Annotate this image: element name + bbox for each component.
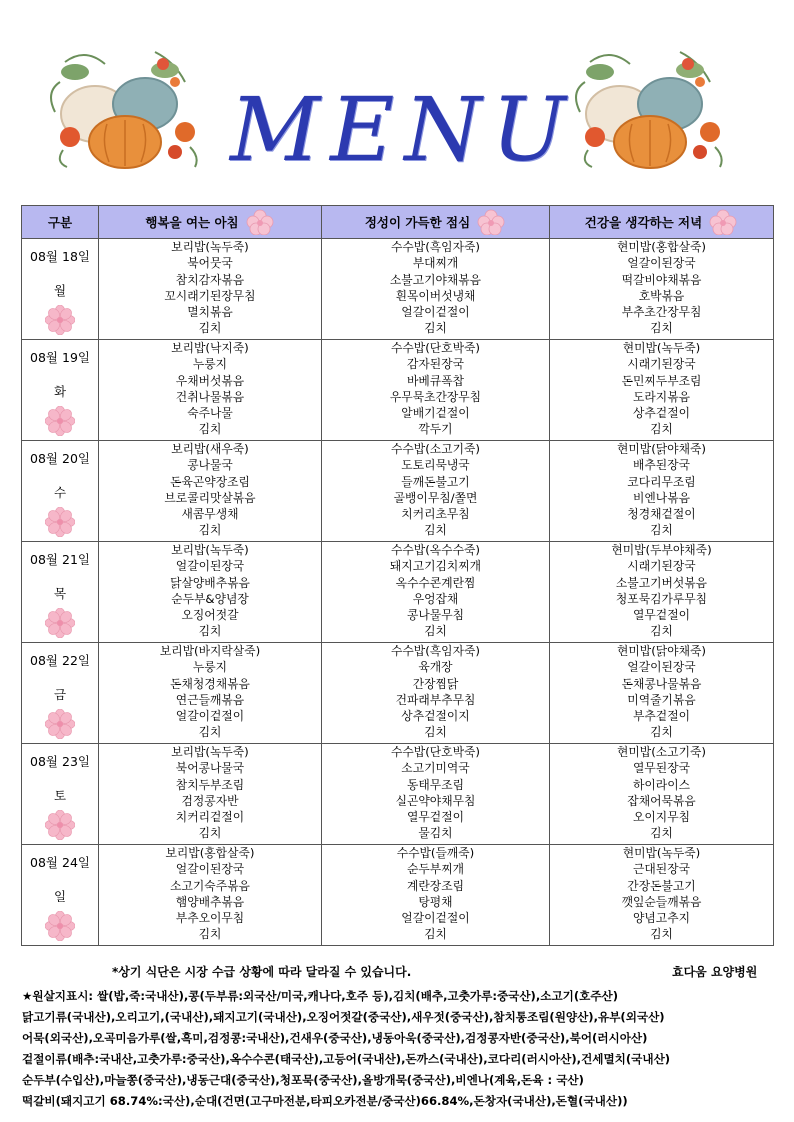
menu-item: 부추오이무침: [175, 911, 245, 926]
column-header-lunch: 정성이 가득한 점심: [322, 206, 550, 239]
menu-item: 현미밥(녹두죽): [622, 846, 701, 860]
day-cell: [22, 239, 99, 340]
menu-item: 김치: [424, 321, 447, 336]
origin-labeling: [22, 986, 782, 1112]
day-weekday: 화: [53, 384, 67, 399]
breakfast-cell: [99, 744, 322, 845]
flower-icon: [245, 209, 275, 235]
menu-item: 돈채청경채볶음: [170, 676, 250, 691]
menu-item: 현미밥(닭야채죽): [617, 644, 706, 658]
menu-item: 북어콩나물국: [175, 761, 245, 776]
menu-item: 김치: [650, 422, 673, 437]
menu-item: 수수밥(소고기죽): [391, 442, 480, 456]
menu-item: 깻잎순들깨볶음: [621, 894, 702, 909]
dinner-cell: [550, 239, 774, 340]
menu-item: 돈육곤약장조림: [170, 474, 250, 489]
menu-item: 김치: [198, 927, 222, 942]
menu-item: 보리밥(낙지죽): [171, 341, 249, 355]
menu-item: 코다리무조림: [627, 474, 696, 489]
menu-item: 간장돈불고기: [627, 878, 696, 893]
menu-item: 김치: [424, 523, 447, 538]
menu-item: 오징어젓갈: [181, 608, 239, 623]
menu-item: 햄양배추볶음: [175, 894, 245, 909]
menu-item: 보리밥(바지락살죽): [159, 644, 261, 658]
menu-item: 상추겉절이지: [401, 709, 470, 724]
lunch-cell: [322, 239, 550, 340]
pink-flower-icon: [45, 406, 75, 436]
lunch-cell: [322, 643, 550, 744]
menu-item: 수수밥(단호박죽): [391, 341, 480, 355]
menu-item: 상추겉절이: [633, 406, 690, 421]
table-row: [22, 340, 774, 441]
day-cell: [22, 542, 99, 643]
menu-item: 시래기된장국: [627, 357, 696, 372]
menu-item: 치커리초무침: [401, 507, 470, 522]
origin-line: 떡갈비(돼지고기 68.74%:국산),순대(건면(고구마전분,타피오카전분/중국산)66.84%,돈창자(국내산),돈혈(국내산)): [22, 1094, 628, 1108]
menu-item: 물김치: [418, 826, 453, 841]
menu-item: 얼갈이된장국: [175, 559, 245, 574]
day-date: 08월 22일: [30, 653, 90, 668]
menu-item: 비엔나볶음: [633, 490, 690, 505]
day-date: 08월 18일: [30, 249, 90, 264]
day-weekday: 월: [53, 283, 67, 298]
page-header: [0, 0, 794, 200]
menu-item: 김치: [198, 725, 222, 740]
flower-icon: [708, 209, 738, 235]
day-date: 08월 24일: [30, 855, 90, 870]
menu-item: 북어뭇국: [187, 256, 233, 271]
menu-item: 김치: [198, 624, 222, 639]
column-header-dinner: 건강을 생각하는 저녁: [550, 206, 774, 239]
dinner-cell: [550, 340, 774, 441]
column-header-day: 구분: [22, 206, 99, 239]
menu-item: 돈채콩나물볶음: [621, 676, 702, 691]
weekly-menu-table: [21, 205, 774, 946]
menu-item: 감자된장국: [407, 357, 464, 372]
menu-item: 김치: [650, 927, 673, 942]
day-weekday: 토: [53, 788, 67, 803]
menu-item: 닭살양배추볶음: [170, 575, 250, 590]
menu-item: 골뱅이무침/쫄면: [393, 490, 478, 505]
dinner-cell: [550, 643, 774, 744]
menu-item: 청경채겉절이: [627, 507, 696, 522]
menu-item: 김치: [198, 321, 222, 336]
table-row: [22, 441, 774, 542]
menu-item: 누룽지: [192, 357, 228, 372]
origin-line: 순두부(수입산),마늘쫑(중국산),냉동근대(중국산),청포묵(중국산),올방개묵(중국산),비엔나(계육,돈육 : 국산): [22, 1073, 584, 1087]
menu-item: 검정콩자반: [181, 793, 239, 808]
menu-item: 부추겉절이: [633, 709, 690, 724]
menu-item: 얼갈이된장국: [175, 862, 245, 877]
day-cell: [22, 845, 99, 946]
menu-item: 돼지고기김치찌개: [389, 559, 482, 574]
menu-item: 계란장조림: [407, 878, 464, 893]
menu-item: 누룽지: [192, 660, 228, 675]
menu-item: 옥수수콘계란찜: [395, 575, 476, 590]
menu-item: 소고기미역국: [401, 761, 470, 776]
pink-flower-icon: [45, 911, 75, 941]
breakfast-cell: [99, 340, 322, 441]
menu-item: 우무묵초간장무침: [389, 389, 482, 404]
menu-item: 김치: [198, 422, 222, 437]
menu-item: 양념고추지: [633, 911, 690, 926]
menu-item: 떡갈비야채볶음: [621, 272, 702, 287]
breakfast-cell: [99, 845, 322, 946]
breakfast-cell: [99, 542, 322, 643]
menu-item: 연근들깨볶음: [175, 692, 245, 707]
day-cell: [22, 643, 99, 744]
menu-item: 열무겉절이: [407, 810, 464, 825]
menu-item: 현미밥(홍합살죽): [617, 240, 706, 254]
menu-item: 얼갈이겉절이: [175, 709, 245, 724]
menu-item: 참치감자볶음: [175, 272, 245, 287]
day-weekday: 수: [53, 485, 67, 500]
menu-item: 현미밥(두부야채죽): [611, 543, 712, 557]
menu-item: 호박볶음: [638, 288, 685, 303]
dinner-cell: [550, 744, 774, 845]
dinner-cell: [550, 441, 774, 542]
menu-item: 미역줄기볶음: [627, 692, 696, 707]
menu-item: 보리밥(녹두죽): [171, 745, 249, 759]
flower-icon: [476, 209, 506, 235]
origin-line: 어묵(외국산),오곡미음가루(쌀,흑미,검정콩:국내산),건새우(중국산),냉동아욱(중국산),검정콩자반(중국산),북어(러시아산): [22, 1031, 648, 1045]
menu-item: 부추초간장무침: [621, 305, 702, 320]
lunch-cell: [322, 744, 550, 845]
pumpkin-bouquet-illustration: [570, 42, 730, 172]
menu-item: 김치: [650, 624, 673, 639]
menu-item: 깍두기: [418, 422, 453, 437]
day-date: 08월 20일: [30, 451, 90, 466]
breakfast-cell: [99, 643, 322, 744]
day-date: 08월 19일: [30, 350, 90, 365]
day-weekday: 일: [53, 889, 67, 904]
menu-item: 새콤무생채: [181, 507, 239, 522]
menu-item: 콩나물무침: [407, 608, 464, 623]
menu-item: 부대찌개: [412, 256, 459, 271]
pink-flower-icon: [45, 810, 75, 840]
menu-item: 얼갈이된장국: [627, 660, 696, 675]
hospital-name: 효다움 요양병원: [672, 965, 758, 979]
pink-flower-icon: [45, 305, 75, 335]
menu-item: 보리밥(새우죽): [171, 442, 249, 456]
pink-flower-icon: [45, 709, 75, 739]
menu-item: 도라지볶음: [633, 389, 690, 404]
menu-title: MENU: [230, 78, 576, 181]
menu-item: 보리밥(홍합살죽): [165, 846, 255, 860]
menu-item: 참치두부조림: [175, 777, 245, 792]
menu-item: 수수밥(들깨죽): [396, 846, 475, 860]
menu-item: 수수밥(흑임자죽): [391, 240, 480, 254]
lunch-cell: [322, 441, 550, 542]
menu-item: 바베큐폭찹: [407, 373, 464, 388]
menu-item: 들깨돈불고기: [401, 474, 470, 489]
day-date: 08월 21일: [30, 552, 90, 567]
menu-item: 김치: [198, 826, 222, 841]
menu-item: 육개장: [418, 660, 453, 675]
day-date: 08월 23일: [30, 754, 90, 769]
pumpkin-bouquet-illustration: [45, 42, 205, 172]
menu-item: 잡채어묵볶음: [627, 793, 696, 808]
menu-item: 김치: [424, 927, 447, 942]
menu-item: 열무겉절이: [633, 608, 690, 623]
origin-line: 닭고기류(국내산),오리고기,(국내산),돼지고기(국내산),오징어젓갈(중국산),새우젓(중국산),참치통조림(원양산),유부(외국산): [22, 1010, 665, 1024]
menu-item: 돈민찌두부조림: [621, 373, 702, 388]
menu-item: 동태무조림: [407, 777, 464, 792]
menu-item: 순두부찌개: [407, 862, 464, 877]
menu-item: 숙주나물: [187, 406, 233, 421]
menu-item: 보리밥(녹두죽): [171, 240, 249, 254]
column-header-breakfast: 행복을 여는 아침: [99, 206, 322, 239]
day-weekday: 목: [53, 586, 67, 601]
day-cell: [22, 744, 99, 845]
menu-item: 얼갈이겉절이: [401, 305, 470, 320]
table-header-row: [22, 206, 774, 239]
menu-item: 수수밥(흑임자죽): [391, 644, 480, 658]
menu-item: 김치: [424, 624, 447, 639]
day-cell: [22, 441, 99, 542]
menu-item: 김치: [650, 523, 673, 538]
menu-item: 간장찜닭: [412, 676, 459, 691]
menu-item: 순두부&양념장: [171, 591, 249, 606]
origin-line: ★원살지표시: 쌀(밥,죽:국내산),콩(두부류:외국산/미국,캐나다,호주 등),김치(배추,고춧가루:중국산),소고기(호주산): [22, 989, 619, 1003]
menu-item: 현미밥(소고기죽): [617, 745, 706, 759]
breakfast-cell: [99, 239, 322, 340]
menu-item: 보리밥(녹두죽): [171, 543, 249, 557]
menu-item: 시래기된장국: [627, 559, 696, 574]
menu-item: 흰목이버섯냉채: [395, 288, 476, 303]
menu-item: 도토리묵냉국: [401, 458, 470, 473]
table-row: [22, 744, 774, 845]
menu-item: 김치: [424, 725, 447, 740]
pink-flower-icon: [45, 507, 75, 537]
menu-item: 오이지무침: [633, 810, 690, 825]
menu-item: 치커리겉절이: [175, 810, 245, 825]
menu-item: 건파래부추무침: [395, 692, 476, 707]
dinner-cell: [550, 542, 774, 643]
menu-item: 수수밥(단호박죽): [391, 745, 480, 759]
menu-item: 김치: [650, 725, 673, 740]
lunch-cell: [322, 340, 550, 441]
table-row: [22, 239, 774, 340]
menu-item: 우엉잡채: [412, 591, 459, 606]
menu-change-note: *상기 식단은 시장 수급 상황에 따라 달라질 수 있습니다.: [112, 965, 412, 979]
menu-item: 소불고기야채볶음: [389, 272, 482, 287]
table-row: [22, 542, 774, 643]
day-weekday: 금: [53, 687, 67, 702]
menu-item: 청포묵김가루무침: [615, 591, 708, 606]
menu-item: 소고기숙주볶음: [170, 878, 250, 893]
menu-item: 현미밥(녹두죽): [622, 341, 701, 355]
menu-item: 열무된장국: [633, 761, 690, 776]
menu-item: 소불고기버섯볶음: [615, 575, 708, 590]
menu-item: 콩나물국: [187, 458, 233, 473]
menu-item: 얼갈이된장국: [627, 256, 696, 271]
menu-item: 우채버섯볶음: [175, 373, 245, 388]
menu-item: 알배기겉절이: [401, 406, 470, 421]
pink-flower-icon: [45, 608, 75, 638]
menu-item: 배추된장국: [633, 458, 690, 473]
menu-item: 브로콜리맛살볶음: [164, 490, 256, 505]
menu-item: 탕평채: [418, 894, 453, 909]
menu-item: 수수밥(옥수수죽): [391, 543, 480, 557]
menu-item: 건취나물볶음: [175, 389, 245, 404]
menu-item: 현미밥(닭야채죽): [617, 442, 706, 456]
menu-item: 멸치볶음: [187, 305, 233, 320]
menu-item: 꼬시래기된장무침: [164, 288, 256, 303]
menu-item: 김치: [650, 826, 673, 841]
dinner-cell: [550, 845, 774, 946]
lunch-cell: [322, 845, 550, 946]
origin-line: 겉절이류(배추:국내산,고춧가루:중국산),옥수수콘(태국산),고등어(국내산),돈까스(국내산),코다리(러시아산),건세멸치(국내산): [22, 1052, 671, 1066]
table-row: [22, 845, 774, 946]
menu-item: 얼갈이겉절이: [401, 911, 470, 926]
lunch-cell: [322, 542, 550, 643]
day-cell: [22, 340, 99, 441]
menu-item: 근대된장국: [633, 862, 690, 877]
menu-item: 김치: [198, 523, 222, 538]
menu-item: 하이라이스: [633, 777, 690, 792]
breakfast-cell: [99, 441, 322, 542]
table-row: [22, 643, 774, 744]
menu-item: 실곤약야채무침: [395, 793, 476, 808]
menu-item: 김치: [650, 321, 673, 336]
